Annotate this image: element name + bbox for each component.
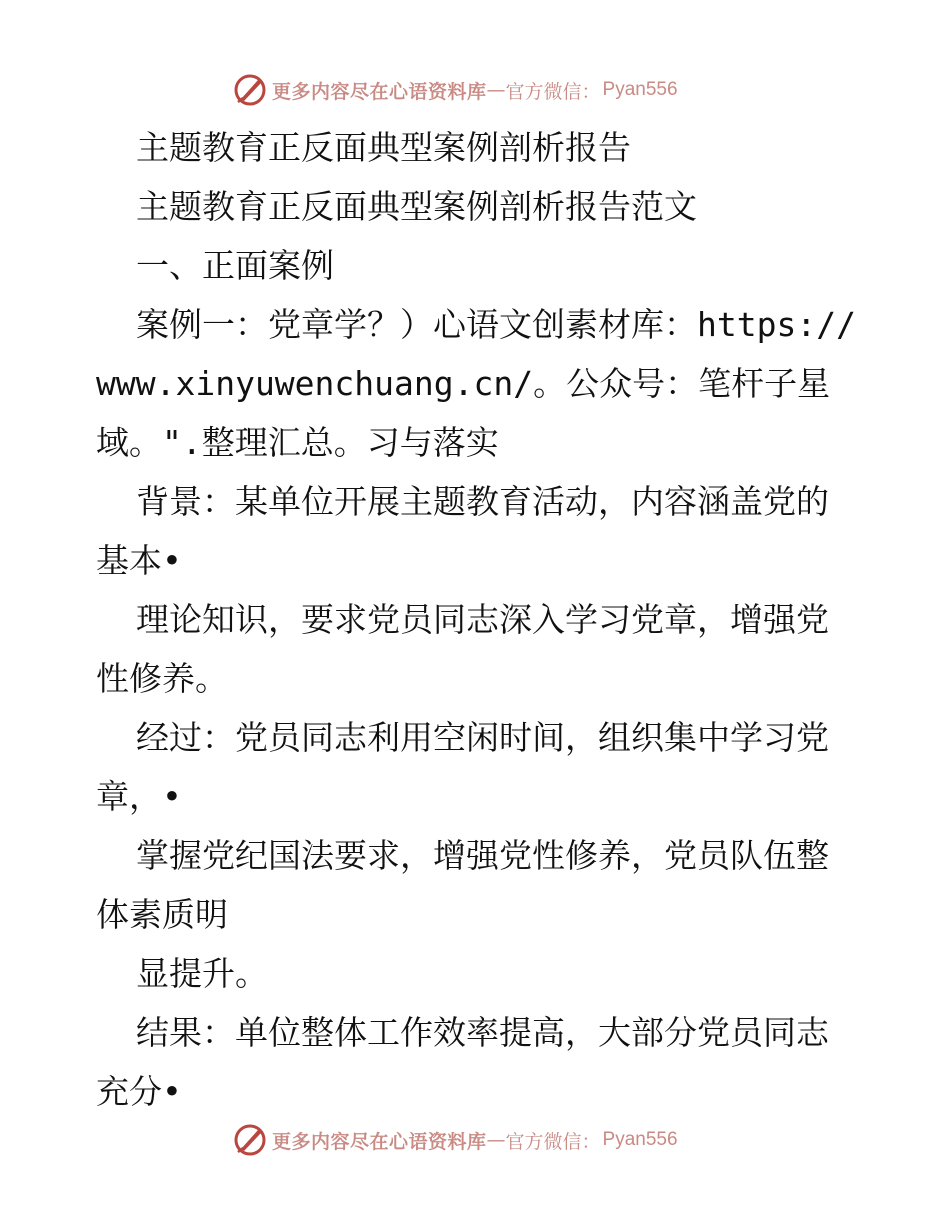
paragraph-line: 充分•	[96, 1072, 182, 1111]
paragraph-line: 性修养。	[96, 659, 228, 698]
paragraph-line: 背景：某单位开展主题教育活动，内容涵盖党的	[136, 482, 829, 521]
banner-separator: —	[486, 1129, 506, 1151]
paragraph-line: 理论知识，要求党员同志深入学习党章，增强党	[136, 600, 829, 639]
banner-text: 更多内容尽在心语资料库	[272, 80, 487, 103]
banner-wechat-id: Pyan556	[602, 1129, 678, 1150]
paragraph-line: 掌握党纪国法要求，增强党性修养，党员队伍整	[136, 836, 829, 875]
footer-watermark-banner	[232, 1120, 678, 1160]
paragraph-line: 章，•	[96, 777, 182, 816]
document-subtitle: 主题教育正反面典型案例剖析报告范文	[136, 187, 697, 226]
paragraph-line: www.xinyuwenchuang.cn/。公众号：笔杆子星	[96, 364, 831, 403]
paragraph-line: 案例一：党章学？）心语文创素材库：https://	[136, 305, 856, 344]
banner-wechat-label: 官方微信：	[505, 80, 601, 103]
paragraph-line: 基本•	[96, 541, 182, 580]
paragraph-line: 结果：单位整体工作效率提高，大部分党员同志	[136, 1013, 829, 1052]
banner-wechat-id: Pyan556	[602, 79, 678, 100]
banner-wechat-label: 官方微信：	[505, 1130, 601, 1153]
quill-circle-logo-icon	[232, 72, 268, 108]
header-watermark-banner	[232, 70, 678, 110]
quill-circle-logo-icon	[232, 1122, 268, 1158]
paragraph-line: 域。".整理汇总。习与落实	[96, 423, 499, 462]
section-heading: 一、正面案例	[136, 246, 334, 285]
banner-text: 更多内容尽在心语资料库	[272, 1130, 487, 1153]
document-title: 主题教育正反面典型案例剖析报告	[136, 128, 631, 167]
document-body	[96, 118, 856, 1121]
paragraph-line: 显提升。	[136, 954, 268, 993]
banner-separator: —	[486, 79, 506, 101]
paragraph-line: 经过：党员同志利用空闲时间，组织集中学习党	[136, 718, 829, 757]
paragraph-line: 体素质明	[96, 895, 228, 934]
